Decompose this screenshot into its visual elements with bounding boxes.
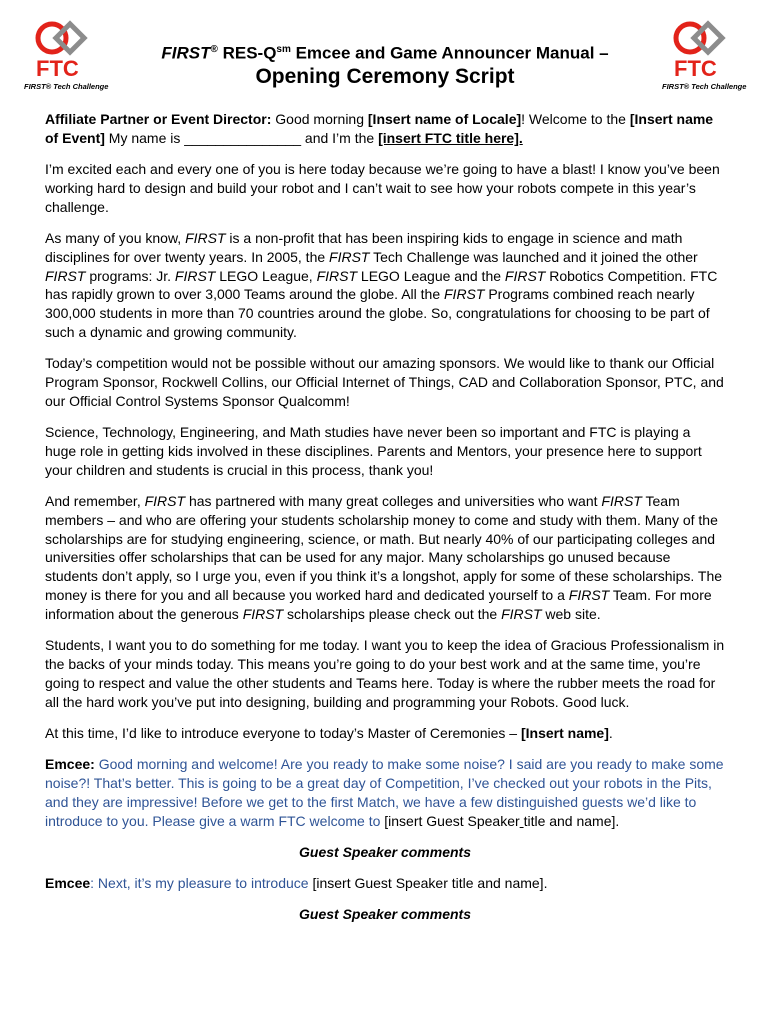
text: programs: Jr. <box>85 267 175 284</box>
text: ! Welcome to the <box>521 111 630 127</box>
text: . <box>608 724 613 741</box>
title-rest: Emcee and Game Announcer Manual – <box>290 43 609 63</box>
first-italic: FIRST <box>501 605 542 622</box>
title-line-1 <box>130 40 640 64</box>
first-italic: FIRST <box>329 248 370 265</box>
text: is a non-profit that has been inspiring kids to engage in science and math disciplines for over twenty years. In 2005, the <box>45 229 683 265</box>
text: Programs combined reach nearly 300,000 students in more than 70 countries around the globe. So, congratulations for choosing to be part of such a dynamic and growing community. <box>45 286 710 340</box>
first-italic: FIRST <box>45 267 86 284</box>
first-italic: FIRST <box>504 267 546 284</box>
logo-text: FTC <box>36 56 79 81</box>
first-italic: FIRST <box>316 267 358 284</box>
title-sm: sm <box>276 44 291 55</box>
first-italic: FIRST <box>185 229 226 246</box>
paragraph-first-history <box>45 229 725 342</box>
paragraph-sponsors: Today’s competition would not be possible without our amazing sponsors. We would like to thank our Official Program Sponsor, Rockwell Collins, our Official Internet of Things, CAD and Collaboration Sponsor, PTC, and our Official Control Systems Sponsor Qualcomm! <box>45 355 724 409</box>
text: My name is _______________ and I’m the <box>104 129 379 146</box>
text: Robotics Competition. FTC has rapidly grown to over 3,000 Teams around the globe. All the <box>45 267 718 303</box>
script-body <box>45 110 725 937</box>
text: has partnered with many great colleges and universities who want <box>185 493 602 510</box>
guest-speaker-comments-1: Guest Speaker comments <box>299 843 471 860</box>
logo-subtitle: FIRST® Tech Challenge <box>24 82 109 91</box>
text: Tech Challenge was launched and it joined the other <box>369 248 698 265</box>
page-title <box>130 40 640 90</box>
placeholder-event: [Insert name of Event] <box>45 111 714 146</box>
placeholder-guest: [insert Guest Speaker <box>384 812 520 829</box>
text: At this time, I’d like to introduce everyone to today’s Master of Ceremonies – <box>45 724 521 741</box>
first-italic: FIRST <box>601 493 642 510</box>
paragraph-excited: I’m excited each and every one of you is here today because we’re going to have a blast! I know you’ve been working hard to design and build your robot and I can’t wait to see how your robots compete in this year’s challenge. <box>45 161 720 215</box>
placeholder-name: [Insert name] <box>520 724 609 741</box>
first-italic: FIRST <box>568 587 610 604</box>
placeholder-guest: [insert Guest Speaker title and name]. <box>312 875 548 892</box>
speaker-role: Affiliate Partner or Event Director: <box>45 111 272 127</box>
paragraph-scholarships <box>45 492 725 624</box>
text: And remember, <box>45 493 145 510</box>
paragraph-introduce-emcee <box>45 724 725 743</box>
emcee-speech: : Next, it’s my pleasure to introduce <box>90 875 313 892</box>
ftc-logo-left <box>22 18 122 96</box>
first-italic: FIRST <box>444 286 485 303</box>
title-resq: RES-Q <box>217 43 277 63</box>
paragraph-gracious-professionalism: Students, I want you to do something for me today. I want you to keep the idea of Gracious Professionalism in the backs of your minds today. This means you’re going to do your best work and at the same time, you’re going to respect and value the other students and Teams here. Today is where the rubber meets the road for all the hard work you’ve put into designing, building and programming your Robots. Good luck. <box>45 637 725 710</box>
text: As many of you know, <box>45 229 186 246</box>
logo-subtitle: FIRST® Tech Challenge <box>662 82 747 91</box>
emcee-speech: Good morning and welcome! Are you ready to make some noise? I said are you ready to make some noise?! That’s better. This is going to be a great day of Competition, I’ve checked out your robots in the Pits, and they are impressive! Before we get to the first Match, we have a few distinguished guests we’d like to introduce to you. Please give a warm FTC welcome to <box>45 756 724 829</box>
first-italic: FIRST <box>174 267 216 284</box>
placeholder-guest: title and name]. <box>523 812 620 829</box>
first-italic: FIRST <box>242 605 284 622</box>
text: Team members – and who are offering your students scholarship money to come and study with them. Many of the scholarships are for studying engineering, science, or math. But nearly 40% of our participating colleges and universities offer scholarships that can be used for any major. Many scholarships go unused because students don’t apply, so I urge you, even if you think it’s a longshot, apply for some of these scholarships. The money is there for you and all because you worked hard and dedicated yourself to a <box>45 493 723 604</box>
speaker-role: Emcee: <box>45 756 95 773</box>
ftc-gear-icon <box>22 18 102 82</box>
paragraph-emcee-next <box>45 874 725 893</box>
ftc-gear-icon <box>660 18 740 82</box>
placeholder-locale: [Insert name of Locale] <box>367 111 522 127</box>
text: web site. <box>541 605 601 622</box>
guest-speaker-comments-2: Guest Speaker comments <box>299 906 471 923</box>
ftc-logo-right <box>660 18 760 96</box>
speaker-role: Emcee <box>45 875 91 892</box>
text: LEGO League and the <box>357 267 505 284</box>
paragraph-emcee-welcome <box>45 755 725 830</box>
placeholder-ftc-title: [insert FTC title here]. <box>378 129 523 146</box>
first-italic: FIRST <box>144 493 186 510</box>
logo-text: FTC <box>674 56 717 81</box>
paragraph-welcome <box>45 110 725 148</box>
title-line-2: Opening Ceremony Script <box>255 64 515 88</box>
text: scholarships please check out the <box>283 605 502 622</box>
text: Team. For more information about the generous <box>45 587 712 622</box>
title-first: FIRST <box>161 43 211 63</box>
paragraph-stem: Science, Technology, Engineering, and Math studies have never been so important and FTC is playing a huge role in getting kids involved in these disciplines. Parents and Mentors, your presence here to support your children and students is crucial in this process, thank you! <box>45 424 702 478</box>
text: LEGO League, <box>215 267 317 284</box>
title-registered: ® <box>210 44 218 55</box>
text: Good morning <box>271 111 368 127</box>
